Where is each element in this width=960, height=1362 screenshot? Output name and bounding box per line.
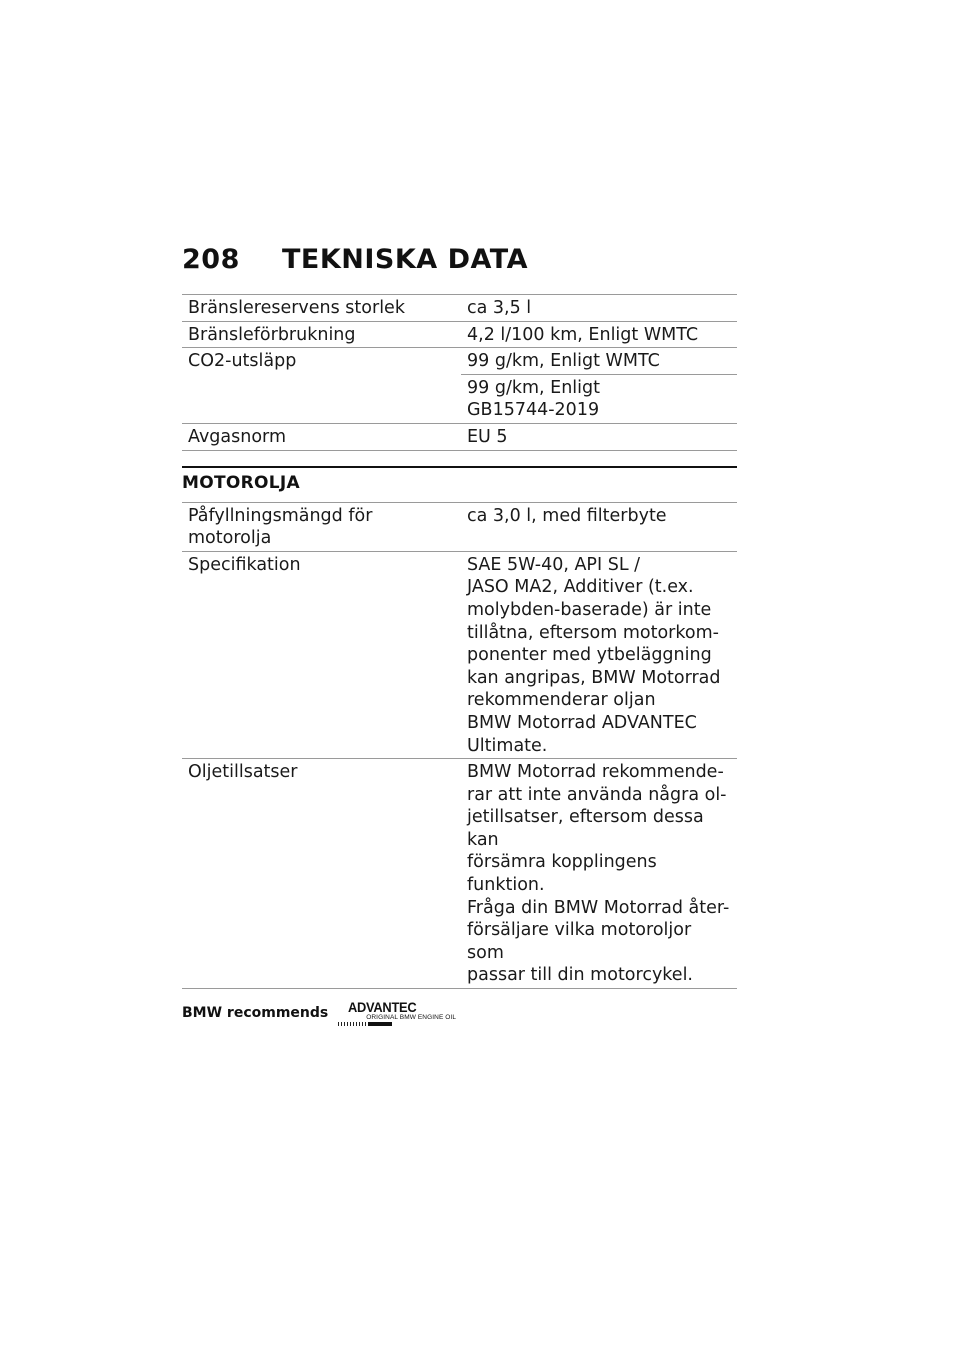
- recommendation: [182, 999, 737, 1027]
- value-line: ponenter med ytbeläggning: [467, 645, 712, 666]
- table-row: [182, 321, 737, 348]
- value-line: Fråga din BMW Motorrad åter-: [467, 897, 730, 918]
- engine-oil-spec-table: [182, 502, 737, 989]
- row-value: [461, 374, 737, 423]
- row-value: [461, 348, 737, 375]
- row-label: CO2-utsläpp: [188, 351, 297, 372]
- value-line: försämra kopplingens funktion.: [467, 852, 657, 896]
- value-line: EU 5: [467, 426, 508, 447]
- table-row: [182, 423, 737, 450]
- row-label: Bränslereservens storlek: [182, 295, 461, 322]
- page-header: [182, 244, 528, 275]
- value-line: Ultimate.: [467, 735, 548, 756]
- row-label: [182, 374, 461, 423]
- row-value: [461, 502, 737, 551]
- value-line: GB15744-2019: [467, 400, 600, 421]
- row-value: [461, 759, 737, 989]
- table-row: [182, 759, 737, 989]
- value-line: 99 g/km, Enligt WMTC: [467, 351, 660, 372]
- section-title-engine-oil: MOTOROLJA: [182, 466, 737, 502]
- value-line: 99 g/km, Enligt: [467, 377, 600, 398]
- value-line: molybden-baserade) är inte: [467, 599, 712, 620]
- value-line: SAE 5W-40, API SL /: [467, 554, 641, 575]
- advantec-logo: [338, 999, 457, 1027]
- table-row: [182, 295, 737, 322]
- page-number: 208: [182, 244, 240, 275]
- fuel-spec-table: [182, 294, 737, 451]
- value-line: tillåtna, eftersom motorkom-: [467, 622, 719, 643]
- logo-subtitle: ORIGINAL BMW ENGINE OIL: [366, 1014, 457, 1022]
- value-line: BMW Motorrad rekommende-: [467, 762, 724, 783]
- table-row: [182, 374, 737, 423]
- page-title: TEKNISKA DATA: [282, 244, 529, 275]
- table-row: [182, 502, 737, 551]
- value-line: passar till din motorcykel.: [467, 965, 693, 986]
- value-line: BMW Motorrad ADVANTEC: [467, 712, 697, 733]
- value-line: ca 3,5 l: [467, 298, 532, 318]
- value-line: kan angripas, BMW Motorrad: [467, 667, 721, 688]
- value-line: rar att inte använda några ol-: [467, 784, 727, 805]
- value-line: 4,2 l/100 km, Enligt WMTC: [467, 324, 699, 345]
- value-line: ca 3,0 l, med filterbyte: [467, 505, 667, 526]
- value-line: försäljare vilka motoroljor som: [467, 920, 692, 963]
- table-row: [182, 551, 737, 758]
- logo-stripe-solid: [368, 1022, 392, 1026]
- recommendation-text: BMW recommends: [182, 1005, 329, 1022]
- value-line: JASO MA2, Additiver (t.ex.: [467, 577, 694, 598]
- row-label: Oljetillsatser: [182, 759, 461, 989]
- value-line: rekommenderar oljan: [467, 690, 656, 711]
- row-label: Bränsleförbrukning: [182, 321, 461, 348]
- value-line: jetillsatser, eftersom dessa kan: [467, 807, 704, 850]
- row-value: [461, 321, 737, 348]
- row-value: [461, 295, 737, 322]
- row-label: Avgasnorm: [182, 423, 461, 450]
- row-label: Påfyllningsmängd för motorolja: [182, 502, 461, 551]
- logo-title: ADVANTEC: [348, 999, 417, 1016]
- row-label: Specifikation: [182, 551, 461, 758]
- table-row: [182, 348, 737, 375]
- content: [182, 294, 737, 1027]
- row-value: [461, 551, 737, 758]
- row-value: [461, 423, 737, 450]
